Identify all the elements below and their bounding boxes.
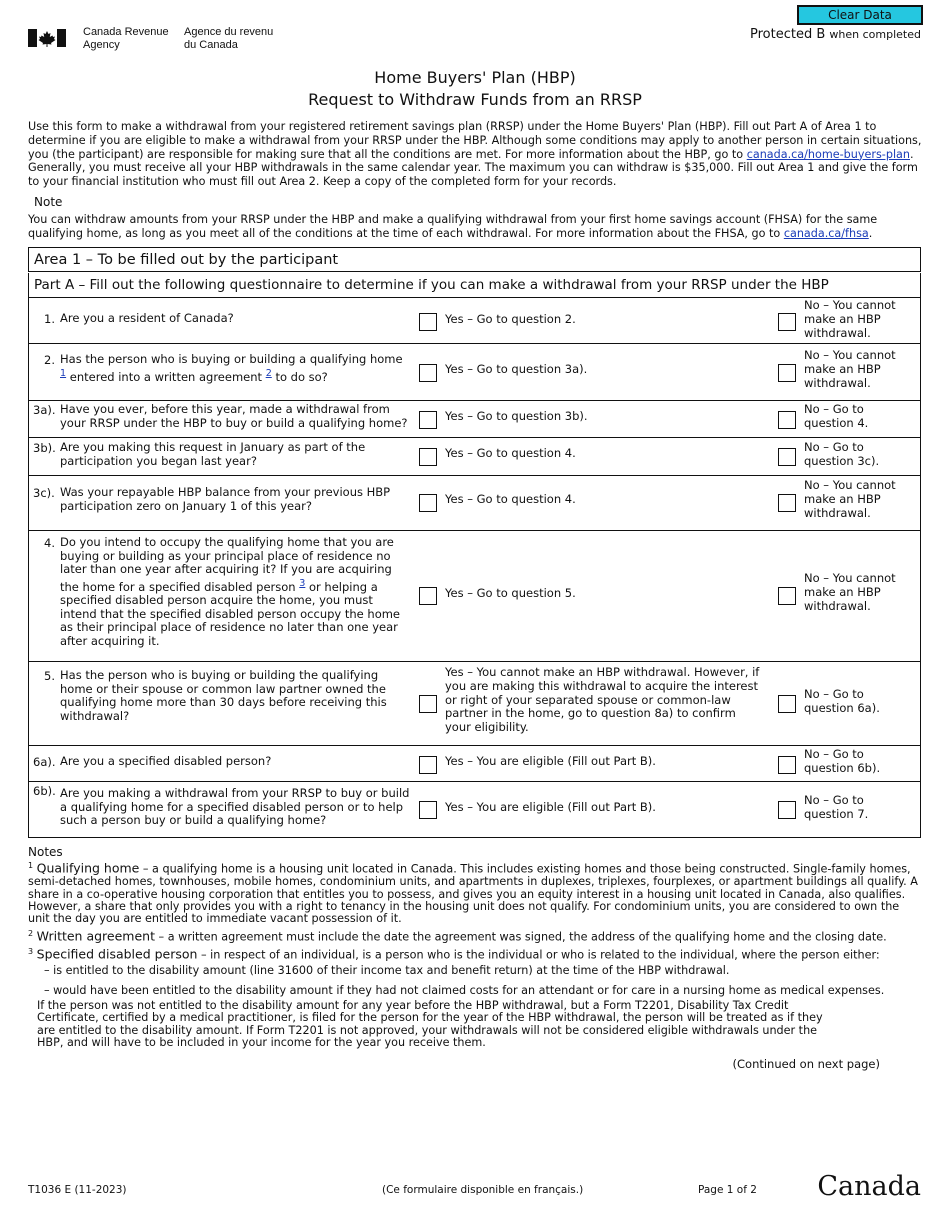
question-text <box>60 353 410 384</box>
yes-checkbox-4[interactable] <box>419 587 437 605</box>
question-number: 5. <box>44 669 55 683</box>
q4-text-a: Do you intend to occupy the qualifying home that you are buying or building as your principal place of residence no later than one year after acquiring it? If you are acquiring the home for a specified disabled person <box>60 535 394 594</box>
agency-fr-line2: du Canada <box>184 39 238 51</box>
no-answer: No – You cannot make an HBP withdrawal. <box>804 298 896 340</box>
yes-answer: Yes – Go to question 4. <box>445 492 576 506</box>
no-checkbox-5[interactable] <box>778 695 796 713</box>
title-line2: Request to Withdraw Funds from an RRSP <box>308 90 642 109</box>
question-text <box>60 536 410 649</box>
no-checkbox-6b[interactable] <box>778 801 796 819</box>
footnote-2-term: Written agreement <box>36 928 155 944</box>
q2-text-a: Has the person who is buying or building a qualifying home <box>60 352 403 366</box>
question-row-3a <box>28 401 921 438</box>
dash-icon: – <box>44 984 54 997</box>
yes-checkbox-3a[interactable] <box>419 411 437 429</box>
question-row-5 <box>28 662 921 746</box>
yes-answer: Yes – Go to question 3a). <box>445 362 588 376</box>
yes-answer: Yes – You cannot make an HBP withdrawal. However, if you are making this withdrawal to acquire the interest or right of your separated spouse or common-law partner in the home, go to question 8a) to confirm your eligibility. <box>445 665 760 735</box>
question-number: 6a). <box>33 755 56 769</box>
footnote-1-text: – a qualifying home is a housing unit located in Canada. This includes existing homes and those being constructed. Single-family homes, semi-detached homes, townhouses, mobile homes, condominium units, and apartments in duplexes, triplexes, fourplexes, or apartment buildings all qualify. A share in a co-operative housing corporation that entitles you to possess, and gives you an equity interest in a housing unit located in Canada, also qualifies. However, a share that only provides you with a right to tenancy in the housing unit does not qualify. For condominium units, you are considered to own the unit the day you are entitled to immediate vacant possession of it. <box>28 862 918 926</box>
hbp-link[interactable]: canada.ca/home-buyers-plan <box>746 147 910 161</box>
q4-text-b: or helping a specified disabled person acquire the home, you must intend that the specified disabled person occupy the home as their principal place of residence no later than one year after acquiring it. <box>60 579 401 648</box>
agency-fr-line1: Agence du revenu <box>184 26 274 38</box>
question-text: Are you making this request in January as part of the participation you began last year? <box>60 440 366 468</box>
footnote-3-text: – in respect of an individual, is a person who is the individual or who is related to the individual, where the person either: <box>197 948 880 962</box>
note-text: You can withdraw amounts from your RRSP under the HBP and make a qualifying withdrawal from your first home savings account (FHSA) for the same qualifying home, as long as you meet all of the conditions at the time of each withdrawal. For more information about the FHSA, go to <box>28 213 878 240</box>
intro-text1: Use this form to make a withdrawal from your registered retirement savings plan (RRSP) under the Home Buyers' Plan (HBP). Fill out Part A of Area 1 to determine if you are eligible to make a withdrawal from your RRSP under the HBP. Although some conditions may apply to another person in certain situations, you (the participant) are responsible for making sure that all the conditions are met. For more information about the HBP, go to <box>28 120 922 161</box>
disability-paragraph: If the person was not entitled to the disability amount for any year before the HBP withdrawal, but a Form T2201, Disability Tax Credit Certificate, certified by a medical practitioner, is filed for the person for the year of the HBP withdrawal, the person will be treated as if they are entitled to the disability amount. If Form T2201 is not approved, your withdrawals will not be considered eligible withdrawals under the HBP, and will have to be included in your income for the year you receive them. <box>37 999 823 1050</box>
no-answer: No – You cannot make an HBP withdrawal. <box>804 478 896 520</box>
question-text: Has the person who is buying or building the qualifying home or their spouse or common law partner owned the qualifying home more than 30 days before receiving this withdrawal? <box>60 668 387 723</box>
french-availability: (Ce formulaire disponible en français.) <box>382 1184 584 1196</box>
footnote-3-term: Specified disabled person <box>36 946 198 962</box>
note-paragraph <box>28 213 922 241</box>
question-number: 2. <box>44 353 55 367</box>
yes-checkbox-6a[interactable] <box>419 756 437 774</box>
clear-data-button[interactable]: Clear Data <box>797 5 923 25</box>
protected-label <box>750 27 921 42</box>
no-checkbox-3b[interactable] <box>778 448 796 466</box>
yes-checkbox-2[interactable] <box>419 364 437 382</box>
fhsa-link[interactable]: canada.ca/fhsa <box>783 227 869 240</box>
question-row-4 <box>28 531 921 662</box>
footnote-2-marker: 2 <box>28 929 34 938</box>
form-id: T1036 E (11-2023) <box>28 1184 127 1196</box>
footnote-3-marker: 3 <box>28 947 34 956</box>
question-number: 6b). <box>33 784 56 798</box>
notes-title: Notes <box>28 845 63 859</box>
yes-checkbox-3c[interactable] <box>419 494 437 512</box>
canada-wordmark <box>817 1171 921 1202</box>
bullet-1 <box>44 965 914 977</box>
footnote-1 <box>28 860 918 926</box>
intro-text2: . Generally, you must receive all your HBP withdrawals in the same calendar year. The maximum you can withdraw is $35,000. Fill out Area 1 and give the form to your financial institution who must fill out Area 2. Keep a copy of the completed form for your records. <box>28 147 918 189</box>
question-text: Are you a resident of Canada? <box>60 311 234 325</box>
no-checkbox-2[interactable] <box>778 364 796 382</box>
bullet-1-text: is entitled to the disability amount (line 31600 of their income tax and benefit return) at the time of the HBP withdrawal. <box>53 964 730 977</box>
yes-answer: Yes – Go to question 3b). <box>445 409 588 423</box>
yes-answer: Yes – You are eligible (Fill out Part B). <box>445 754 656 768</box>
yes-checkbox-5[interactable] <box>419 695 437 713</box>
bullet-2 <box>44 985 914 997</box>
footnote-2-link[interactable]: 2 <box>265 367 272 379</box>
yes-checkbox-6b[interactable] <box>419 801 437 819</box>
question-row-6b <box>28 782 921 838</box>
no-checkbox-3c[interactable] <box>778 494 796 512</box>
canada-wordmark-text: Canada <box>817 1171 921 1202</box>
protected-sub: when completed <box>829 28 921 41</box>
question-row-1 <box>28 298 921 344</box>
agency-en-line2: Agency <box>83 39 120 51</box>
question-text: Have you ever, before this year, made a withdrawal from your RRSP under the HBP to buy or build a qualifying home? <box>60 402 408 430</box>
no-answer: No – Go to question 3c). <box>804 440 880 468</box>
bullet-2-text: would have been entitled to the disability amount if they had not claimed costs for an attendant or for care in a nursing home as medical expenses. <box>53 984 885 997</box>
no-checkbox-6a[interactable] <box>778 756 796 774</box>
question-number: 3c). <box>33 486 55 500</box>
footnote-2-text: – a written agreement must include the date the agreement was signed, the address of the qualifying home and the closing date. <box>155 930 887 944</box>
question-row-2 <box>28 344 921 401</box>
q2-text-b: entered into a written agreement <box>66 369 266 384</box>
question-number: 3a). <box>33 403 56 417</box>
no-checkbox-1[interactable] <box>778 313 796 331</box>
footnote-1-term: Qualifying home <box>36 860 140 876</box>
area1-title: Area 1 – To be filled out by the participant <box>28 247 921 272</box>
agency-en-line1: Canada Revenue <box>83 26 169 38</box>
footnote-3-link[interactable]: 3 <box>299 577 306 589</box>
question-text: Are you a specified disabled person? <box>60 754 272 768</box>
question-number: 1. <box>44 312 55 326</box>
no-answer: No – Go to question 4. <box>804 402 869 430</box>
question-number: 3b). <box>33 441 56 455</box>
protected-text: Protected B <box>750 27 826 42</box>
continued-label: (Continued on next page) <box>732 1057 880 1071</box>
intro-paragraph <box>28 120 922 189</box>
question-row-3b <box>28 438 921 476</box>
yes-checkbox-3b[interactable] <box>419 448 437 466</box>
question-number: 4. <box>44 536 55 550</box>
note-label: Note <box>34 195 63 209</box>
note-end: . <box>868 227 873 240</box>
question-text: Was your repayable HBP balance from your previous HBP participation zero on January 1 of this year? <box>60 485 391 513</box>
no-checkbox-4[interactable] <box>778 587 796 605</box>
dash-icon: – <box>44 964 54 977</box>
no-answer: No – Go to question 6a). <box>804 687 880 715</box>
canada-flag-icon <box>28 29 66 47</box>
partA-title: Part A – Fill out the following questionnaire to determine if you can make a withdrawal from your RRSP under the HBP <box>28 273 921 298</box>
footnote-2 <box>28 928 918 944</box>
yes-answer: Yes – You are eligible (Fill out Part B). <box>445 800 656 814</box>
yes-answer: Yes – Go to question 4. <box>445 446 576 460</box>
no-answer: No – You cannot make an HBP withdrawal. <box>804 571 896 613</box>
yes-answer: Yes – Go to question 5. <box>445 586 576 600</box>
no-answer: No – You cannot make an HBP withdrawal. <box>804 348 896 390</box>
no-answer: No – Go to question 7. <box>804 793 869 821</box>
footnote-3 <box>28 946 918 962</box>
no-answer: No – Go to question 6b). <box>804 747 881 775</box>
form-title <box>0 67 950 111</box>
no-checkbox-3a[interactable] <box>778 411 796 429</box>
yes-checkbox-1[interactable] <box>419 313 437 331</box>
page-number: Page 1 of 2 <box>698 1184 757 1196</box>
question-text: Are you making a withdrawal from your RRSP to buy or build a qualifying home for a specified disabled person or to help such a person buy or build a qualifying home? <box>60 786 410 828</box>
footnote-1-marker: 1 <box>28 861 34 870</box>
q2-text-c: to do so? <box>271 369 328 384</box>
agency-name-english <box>83 26 169 52</box>
question-row-3c <box>28 476 921 531</box>
footnote-1-link[interactable]: 1 <box>60 367 67 379</box>
agency-name-french <box>184 26 273 52</box>
question-row-6a <box>28 746 921 782</box>
title-line1: Home Buyers' Plan (HBP) <box>374 68 576 87</box>
yes-answer: Yes – Go to question 2. <box>445 312 576 326</box>
